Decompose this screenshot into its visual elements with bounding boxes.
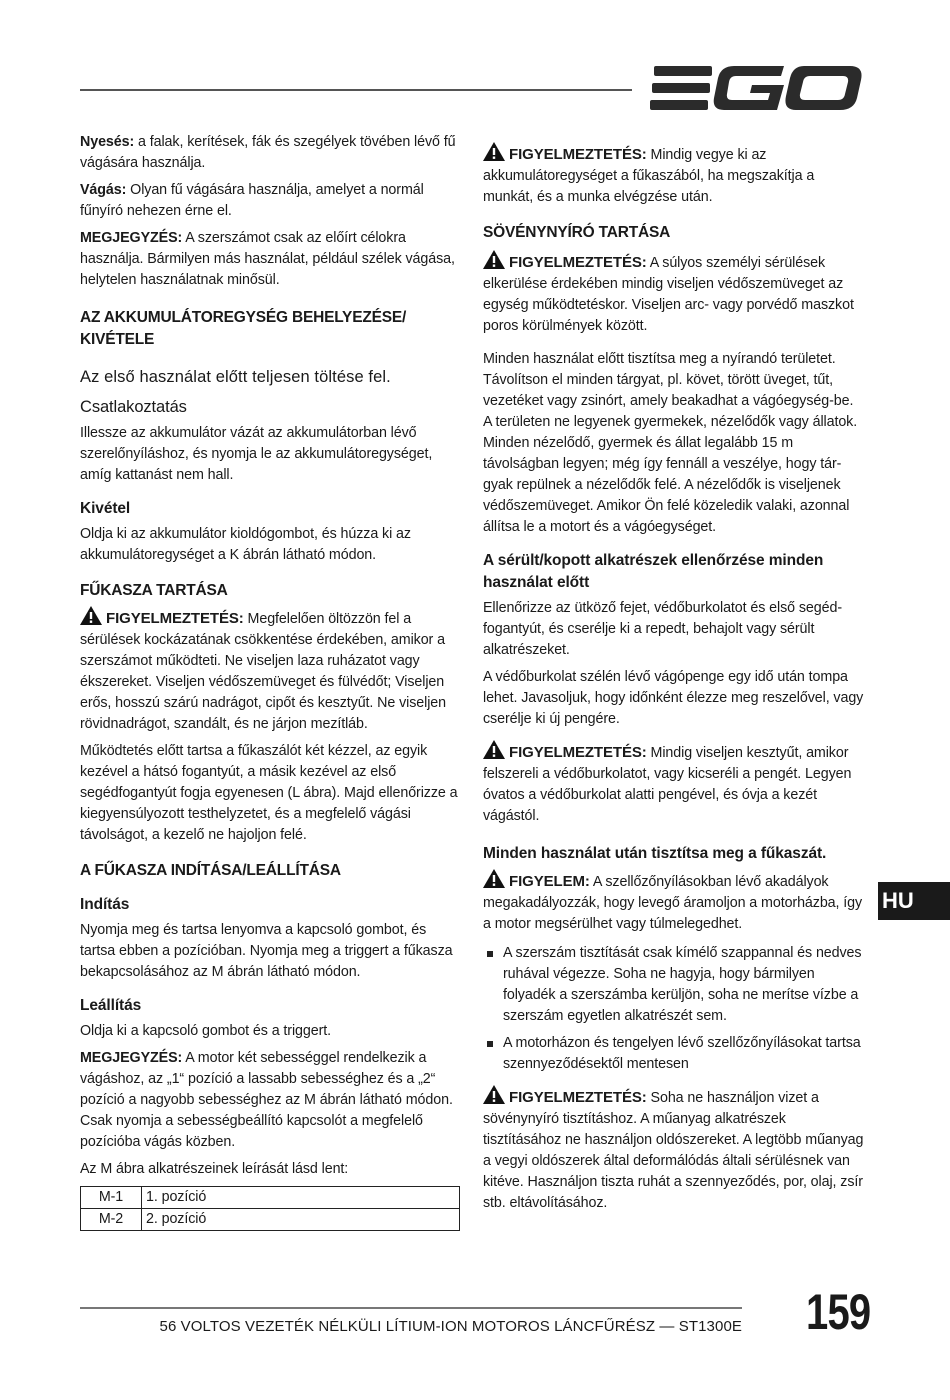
table-cell-key: M-2 <box>81 1209 142 1231</box>
list-item: A motorházon és tengelyen lévő szellőzőnyílásokat tartsa szennyeződésektől mentesen <box>483 1033 865 1075</box>
warning-clothing: FIGYELMEZTETÉS: Megfelelően öltözzön fel a sérülések kockázatának csökkentése érdekében, amikor a szerszámot működteti. Ne viseljen laza ruházatot vagy ékszereket. Viseljen védőszemüveget és fülvédőt; Viseljen erős, hosszú szárú nadrágot, cipőt és kesztyűt. Ne viseljen rövidnadrágot, szandált, és ne járjon mezítláb. <box>80 606 460 735</box>
warning-icon <box>483 740 505 759</box>
footer-rule <box>80 1307 742 1309</box>
warning-icon <box>80 606 102 625</box>
warning-icon <box>483 142 505 161</box>
paragraph-cutting: Vágás: Olyan fű vágására használja, amelyet a normál fűnyíró nehezen érne el. <box>80 182 424 219</box>
warning-remove-battery: FIGYELMEZTETÉS: Mindig vegye ki az akkumulátoregységet a fűkaszából, ha megszakítja a munkát, és a munka elvégzése után. <box>483 142 865 208</box>
paragraph-damaged-1: Ellenőrizze az ütköző fejet, védőburkolatot és első segéd-fogantyút, és cserélje ki a repedt, behajolt vagy sérült alkatrészeket. <box>483 600 842 658</box>
paragraph-damaged-2: A védőburkolat szélén lévő vágópenge egy idő után tompa lehet. Javasoljuk, hogy időnként élezze meg reszelővel, vagy cserélje ki új pengére. <box>483 669 864 727</box>
warning-icon <box>483 1085 505 1104</box>
warning-icon <box>483 869 505 888</box>
note-purpose: MEGJEGYZÉS: A szerszámot csak az előírt célokra használja. Bármilyen más használat, például szélek vágása, helytelen használatnak minősül. <box>80 230 455 288</box>
paragraph-hold: Működtetés előtt tartsa a fűkaszálót két kézzel, az egyik kezével a hátsó fogantyút, a másik kezével az első segédfogantyút fogja egyenesen (L ábra). Majd ellenőrizze a kiegyensúlyozott testhelyzetet, és a megfelelő vágási távolságot, a kezelő ne hajoljon felé. <box>80 743 458 843</box>
note-speed: MEGJEGYZÉS: A motor két sebességgel rendelkezik a vágáshoz, az „1“ pozíció a lassabb sebességhez és a „2“ pozíció a nagyobb sebességhez az M ábrán látható módon. Csak nyomja a sebességbeállító kapcsolót a megfelelő pozícióba vágás közben. <box>80 1050 453 1150</box>
ego-logo <box>650 62 862 114</box>
paragraph-table-intro: Az M ábra alkatrészeinek leírását lásd lent: <box>80 1161 349 1177</box>
warning-no-water: FIGYELMEZTETÉS: Soha ne használjon vizet a sövénynyíró tisztításhoz. A műanyag alkatrészek tisztításához ne használjon oldószereket. A legtöbb műanyag a vegyi oldószerek által deformálódás általi sérülésnek van kitéve. Használjon tiszta ruhát a szennyeződés, por, olaj, zsír stb. eltávolításához. <box>483 1085 865 1214</box>
table-cell-value: 1. pozíció <box>142 1187 460 1209</box>
warning-eye-protection: FIGYELMEZTETÉS: A súlyos személyi sérülések elkerülése érdekében mindig viseljen védőszemüveget az egység működtetéskor. Viseljen arc- vagy porvédő maszkot poros körülmények között. <box>483 250 865 337</box>
table-row <box>81 1209 460 1231</box>
heading-battery: AZ AKKUMULÁTOREGYSÉG BEHELYEZÉSE/ KIVÉTELE <box>80 309 407 348</box>
heading-remove: Kivétel <box>80 500 131 517</box>
caution-vents: FIGYELEM: A szellőzőnyílásokban lévő akadályok megakadályozzák, hogy levegő áramoljon a motorházba, így a motor megsérülhet vagy túlmelegedhet. <box>483 869 865 935</box>
heading-connect: Csatlakoztatás <box>80 398 187 416</box>
heading-starting: Indítás <box>80 896 130 913</box>
heading-after-use: Minden használat után tisztítsa meg a fűkaszát. <box>483 845 827 862</box>
right-column <box>483 142 865 1220</box>
table-cell-key: M-1 <box>81 1187 142 1209</box>
paragraph-clean-area: Minden használat előtt tisztítsa meg a nyírandó területet. Távolítson el minden tárgyat, pl. követ, törött üveget, tűt, vezetéket vagy zsinórt, amely beakadhat a vágóegység-be. A területen ne legyenek gyermekek, nézelődők vagy állatok. Minden nézelődő, gyermek és állat legalább 15 m távolságban legyen; még így fennáll a veszélye, hogy tár-gyak repülnek a nézelődők felé. A nézelődők is viseljenek védőszemüveget. Amikor Ön felé közeledik valaki, azonnal állítsa le a motort és a vágóegységet. <box>483 351 858 535</box>
heading-hold: FŰKASZA TARTÁSA <box>80 582 228 599</box>
paragraph-stopping: Oldja ki a kapcsoló gombot és a triggert. <box>80 1023 331 1039</box>
table-row <box>81 1187 460 1209</box>
heading-stopping: Leállítás <box>80 997 142 1014</box>
paragraph-starting: Nyomja meg és tartsa lenyomva a kapcsoló gombot, és tartsa ebben a pozícióban. Nyomja meg a triggert a fűkasza bekapcsolásához az M ábrán látható módon. <box>80 922 453 980</box>
paragraph-remove: Oldja ki az akkumulátor kioldógombot, és húzza ki az akkumulátoregységet a K ábrán látható módon. <box>80 526 411 563</box>
heading-damaged: A sérült/kopott alkatrészek ellenőrzése minden használat előtt <box>483 552 824 591</box>
list-item: A szerszám tisztítását csak kímélő szappannal és nedves ruhával végezze. Soha ne hagyja, hogy bármilyen folyadék a szerszámba kerüljön, soha ne merítse vízbe a szerszám egyetlen alkatrészét sem. <box>483 943 865 1027</box>
parts-table <box>80 1186 460 1231</box>
heading-charge: Az első használat előtt teljesen töltése fel. <box>80 368 391 386</box>
paragraph-trimming: Nyesés: a falak, kerítések, fák és szegélyek tövében lévő fű vágására használja. <box>80 134 456 171</box>
footer-title: 56 VOLTOS VEZETÉK NÉLKÜLI LÍTIUM-ION MOTOROS LÁNCFŰRÉSZ — ST1300E <box>159 1318 742 1335</box>
heading-start-stop: A FŰKASZA INDÍTÁSA/LEÁLLÍTÁSA <box>80 862 341 879</box>
warning-icon <box>483 250 505 269</box>
left-column <box>80 132 460 1231</box>
language-tab: HU <box>878 882 950 920</box>
table-cell-value: 2. pozíció <box>142 1209 460 1231</box>
warning-gloves: FIGYELMEZTETÉS: Mindig viseljen kesztyűt, amikor felszereli a védőburkolatot, vagy kicseréli a pengét. Legyen óvatos a védőburkolat alatti pengével, és óvja a kezét vágástól. <box>483 740 865 827</box>
heading-hedge: SÖVÉNYNYÍRÓ TARTÁSA <box>483 224 671 241</box>
cleaning-list <box>483 943 865 1075</box>
header-rule <box>80 89 632 91</box>
paragraph-connect: Illessze az akkumulátor vázát az akkumulátorban lévő szerelőnyíláshoz, és nyomja le az akkumulátoregységet, amíg kattanást nem hall. <box>80 425 433 483</box>
page-number: 159 <box>806 1284 871 1340</box>
